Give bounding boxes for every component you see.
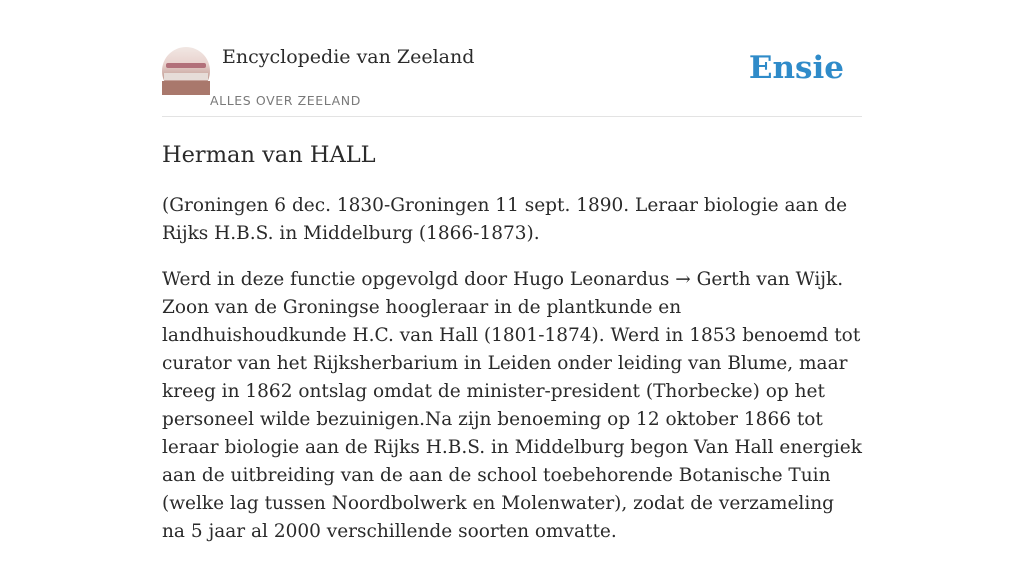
ensie-logo-link[interactable]: Ensie	[748, 50, 844, 86]
avatar-detail	[166, 63, 206, 68]
article-paragraph-intro: (Groningen 6 dec. 1830-Groningen 11 sept. 1890. Leraar biologie aan de Rijks H.B.S. in Middelburg (1866-1873).	[162, 195, 848, 244]
avatar-detail	[164, 73, 208, 80]
site-avatar[interactable]	[162, 47, 210, 95]
avatar-detail	[162, 81, 210, 95]
article-title: Herman van HALL	[162, 142, 376, 168]
article	[162, 140, 862, 564]
site-tagline: ALLES OVER ZEELAND	[210, 93, 361, 108]
site-title[interactable]: Encyclopedie van Zeeland	[222, 46, 475, 68]
article-paragraph-body: Werd in deze functie opgevolgd door Hugo Leonardus → Gerth van Wijk. Zoon van de Groningse hoogleraar in de plantkunde en landhuishoudkunde H.C. van Hall (1801-1874). Werd in 1853 benoemd tot curator van het Rijksherbarium in Leiden onder leiding van Blume, maar kreeg in 1862 ontslag omdat de minister-president (Thorbecke) op het personeel wilde bezuinigen.Na zijn benoeming op 12 oktober 1866 tot leraar biologie aan de Rijks H.B.S. in Middelburg begon Van Hall energiek aan de uitbreiding van de aan de school toebehorende Botanische Tuin (welke lag tussen Noordbolwerk en Molenwater), zodat de verzameling na 5 jaar al 2000 verschillende soorten omvatte.	[162, 269, 862, 542]
site-header	[162, 40, 862, 117]
